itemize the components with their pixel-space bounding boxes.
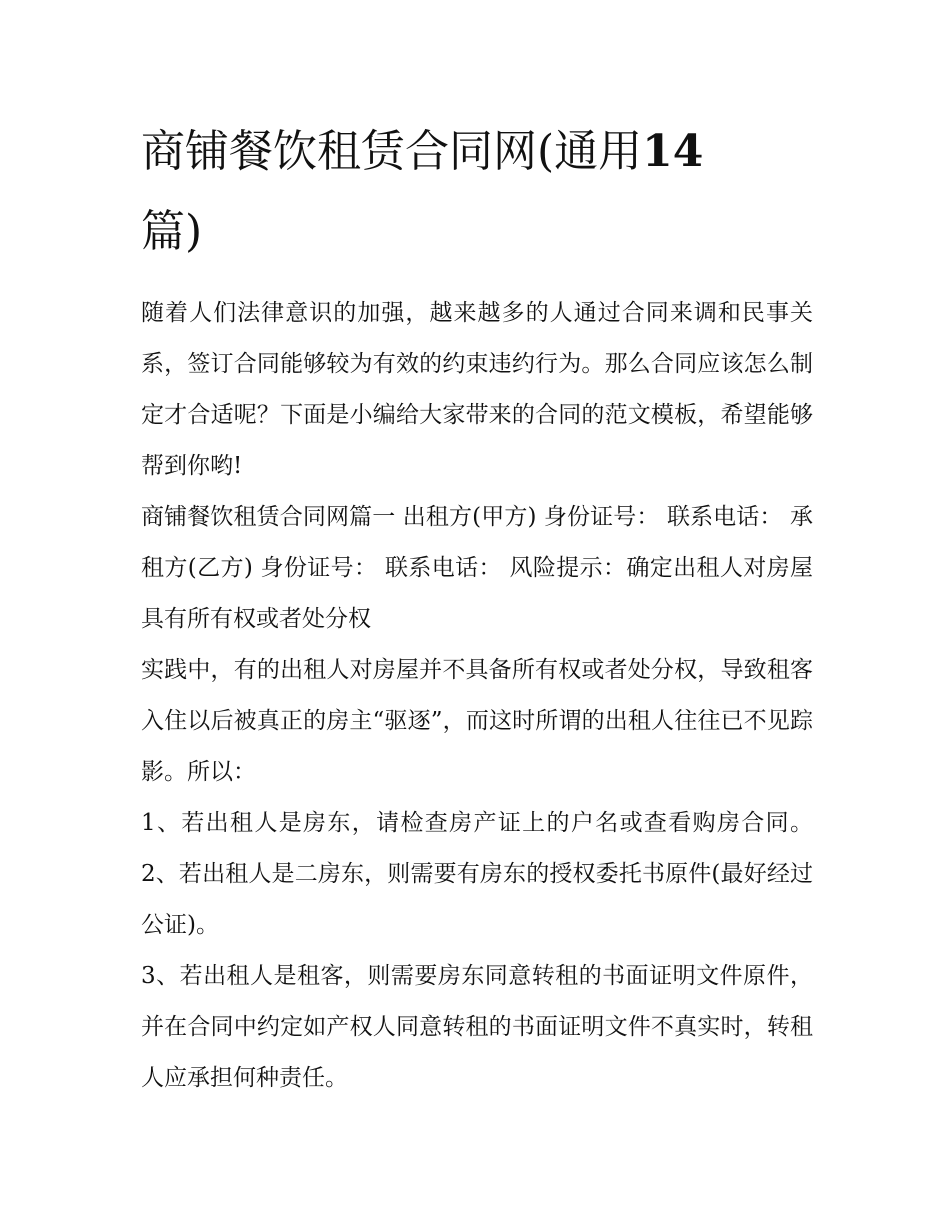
title-number: 14 [642,126,704,177]
intro-paragraph: 随着人们法律意识的加强，越来越多的人通过合同来调和民事关系，签订合同能够较为有效的约束违约行为。那么合同应该怎么制定才合适呢？下面是小编给大家带来的合同的范文模板，希望能够帮到你哟! [141,300,813,479]
document-body [141,112,813,1104]
item-3-paragraph: 3、若出租人是租客，则需要房东同意转租的书面证明文件原件，并在合同中约定如产权人同意转租的书面证明文件不真实时，转租人应承担何种责任。 [141,963,813,1091]
title-main: 商铺餐饮租赁合同网(通用 [141,126,643,177]
title-tail: 篇) [141,206,203,257]
practice-paragraph: 实践中，有的出租人对房屋并不具备所有权或者处分权，导致租客入住以后被真正的房主“驱逐”，而这时所谓的出租人往往已不见踪影。所以： [141,657,813,785]
item-1-2-paragraph: 1、若出租人是房东，请检查房产证上的户名或查看购房合同。 2、若出租人是二房东，则需要有房东的授权委托书原件(最好经过公证)。 [141,810,813,938]
parties-paragraph: 商铺餐饮租赁合同网篇一 出租方(甲方) 身份证号： 联系电话： 承租方(乙方) 身份证号： 联系电话： 风险提示：确定出租人对房屋具有所有权或者处分权 [141,504,813,632]
document-title [141,112,813,272]
